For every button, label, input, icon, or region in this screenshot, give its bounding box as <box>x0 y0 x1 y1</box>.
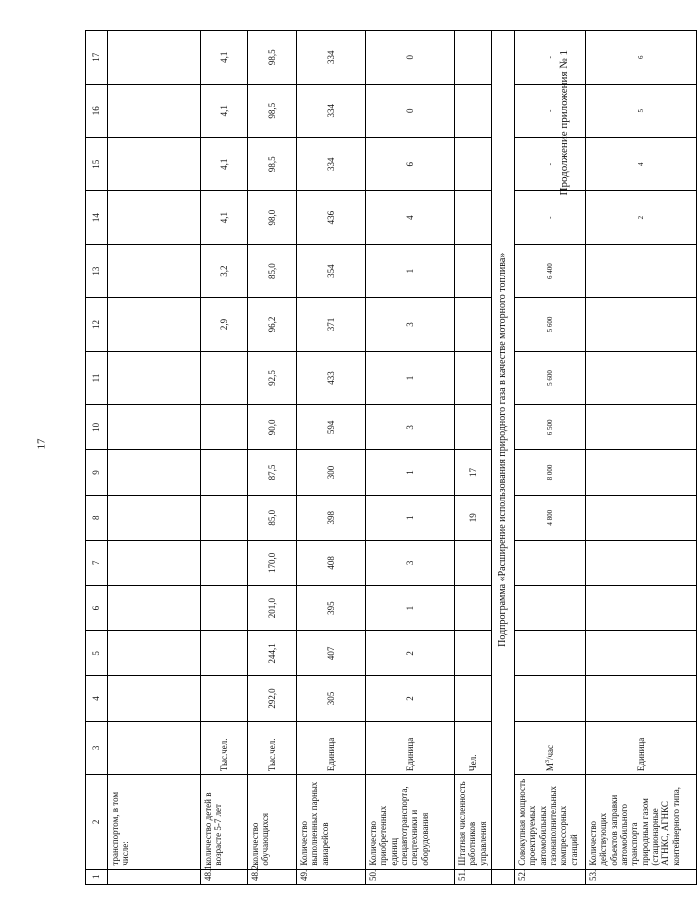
value-cell <box>108 405 201 450</box>
value-cell <box>586 351 697 404</box>
value-cell: 98,5 <box>248 31 297 85</box>
value-cell: 292,0 <box>248 676 297 721</box>
value-cell <box>455 631 492 676</box>
value-cell: 407 <box>297 631 366 676</box>
value-cell: 1 <box>366 495 455 540</box>
header-cell: 16 <box>86 84 108 137</box>
indicator-name: Количество приобретенных единиц спецавтотранспорта, спецтехники и оборудования <box>366 775 455 870</box>
value-cell <box>201 676 248 721</box>
value-cell <box>586 586 697 631</box>
value-cell: 3,2 <box>201 244 248 297</box>
value-cell: 2,9 <box>201 298 248 351</box>
value-cell <box>108 450 201 495</box>
subprogram-blank <box>492 869 515 884</box>
unit-cell <box>515 721 586 774</box>
value-cell: - <box>515 191 586 244</box>
subprogram-row <box>492 31 515 885</box>
header-cell: 6 <box>86 586 108 631</box>
table-row <box>108 31 201 885</box>
value-cell: 6 <box>586 31 697 85</box>
row-number: 50. <box>366 869 455 884</box>
value-cell: 3 <box>366 405 455 450</box>
value-cell: 96,2 <box>248 298 297 351</box>
header-cell: 11 <box>86 351 108 404</box>
indicator-name: количество обучающихся <box>248 775 297 870</box>
value-cell: - <box>515 31 586 85</box>
value-cell <box>455 138 492 191</box>
value-cell <box>108 540 201 585</box>
row-number <box>108 869 201 884</box>
value-cell: 85,0 <box>248 244 297 297</box>
header-cell: 14 <box>86 191 108 244</box>
value-cell: 371 <box>297 298 366 351</box>
header-cell: 9 <box>86 450 108 495</box>
value-cell: 4 <box>586 138 697 191</box>
rotated-table-wrapper <box>85 30 697 885</box>
table-row <box>586 31 697 885</box>
value-cell <box>455 351 492 404</box>
value-cell <box>515 676 586 721</box>
value-cell: 4 800 <box>515 495 586 540</box>
value-cell: 85,0 <box>248 495 297 540</box>
value-cell: 354 <box>297 244 366 297</box>
value-cell: 305 <box>297 676 366 721</box>
value-cell <box>515 631 586 676</box>
value-cell <box>586 495 697 540</box>
header-cell: 1 <box>86 869 108 884</box>
value-cell: 334 <box>297 31 366 85</box>
value-cell: 6 400 <box>515 244 586 297</box>
indicators-table <box>85 30 697 885</box>
row-number: 48.2. <box>248 869 297 884</box>
indicator-name: количество детей в возрасте 5-7 лет <box>201 775 248 870</box>
value-cell: 2 <box>586 191 697 244</box>
value-cell <box>586 676 697 721</box>
value-cell <box>201 631 248 676</box>
value-cell: 4,1 <box>201 138 248 191</box>
header-row <box>86 31 108 885</box>
value-cell: 436 <box>297 191 366 244</box>
unit-cell: Чел. <box>455 721 492 774</box>
value-cell <box>455 31 492 85</box>
header-cell: 7 <box>86 540 108 585</box>
unit-cell: Единица <box>366 721 455 774</box>
value-cell: 5 600 <box>515 298 586 351</box>
value-cell: 90,0 <box>248 405 297 450</box>
value-cell <box>455 244 492 297</box>
value-cell <box>515 586 586 631</box>
value-cell: 6 <box>366 138 455 191</box>
value-cell <box>455 84 492 137</box>
unit-superscript: 3 <box>544 760 551 764</box>
value-cell: 398 <box>297 495 366 540</box>
indicator-name: Количество действующих объектов заправки автомобильного транспорта природным газом (стационарные АГНКС, АГНКС контейнерного типа, <box>586 775 697 870</box>
unit-tail: /час <box>544 745 555 761</box>
value-cell <box>201 495 248 540</box>
value-cell <box>586 540 697 585</box>
unit-cell: Единица <box>586 721 697 774</box>
row-number: 48.1. <box>201 869 248 884</box>
value-cell <box>586 298 697 351</box>
table-row <box>297 31 366 885</box>
value-cell: - <box>515 138 586 191</box>
value-cell <box>201 351 248 404</box>
value-cell <box>108 586 201 631</box>
value-cell <box>108 244 201 297</box>
appendix-title-text: Продолжение приложения № 1 <box>558 50 570 196</box>
unit-base: М <box>544 763 555 772</box>
value-cell: 433 <box>297 351 366 404</box>
indicator-name: транспортом, в том числе: <box>108 775 201 870</box>
value-cell: 8 000 <box>515 450 586 495</box>
value-cell: 87,5 <box>248 450 297 495</box>
value-cell: 5 <box>586 84 697 137</box>
value-cell <box>515 540 586 585</box>
value-cell <box>455 298 492 351</box>
value-cell <box>108 495 201 540</box>
unit-cell: Единица <box>297 721 366 774</box>
value-cell <box>201 450 248 495</box>
table-row <box>248 31 297 885</box>
value-cell: 395 <box>297 586 366 631</box>
value-cell <box>108 191 201 244</box>
value-cell <box>586 450 697 495</box>
value-cell: 98,5 <box>248 138 297 191</box>
value-cell: 201,0 <box>248 586 297 631</box>
table-row <box>366 31 455 885</box>
row-number: 49. <box>297 869 366 884</box>
header-cell: 4 <box>86 676 108 721</box>
value-cell: 19 <box>455 495 492 540</box>
indicator-name: Количество выполненных парных авиарейсов <box>297 775 366 870</box>
value-cell: 1 <box>366 244 455 297</box>
value-cell: 4,1 <box>201 84 248 137</box>
value-cell <box>455 191 492 244</box>
unit-cell: Тыс.чел. <box>201 721 248 774</box>
value-cell: 98,5 <box>248 84 297 137</box>
header-cell: 17 <box>86 31 108 85</box>
value-cell: 2 <box>366 631 455 676</box>
value-cell <box>586 244 697 297</box>
value-cell <box>108 84 201 137</box>
value-cell <box>108 298 201 351</box>
unit-cell: Тыс.чел. <box>248 721 297 774</box>
header-cell: 10 <box>86 405 108 450</box>
subprogram-title: Подпрограмма «Расширение использования природного газа в качестве моторного топлива» <box>492 31 515 870</box>
header-cell: 2 <box>86 775 108 870</box>
value-cell: 0 <box>366 84 455 137</box>
header-cell: 5 <box>86 631 108 676</box>
value-cell: 17 <box>455 450 492 495</box>
value-cell: 3 <box>366 298 455 351</box>
header-cell: 8 <box>86 495 108 540</box>
value-cell: 3 <box>366 540 455 585</box>
indicator-name: Совокупная мощность проектируемых автомобильных газонаполнительных компрессорных станций <box>515 775 586 870</box>
value-cell: 4,1 <box>201 31 248 85</box>
value-cell: 244,1 <box>248 631 297 676</box>
header-cell: 15 <box>86 138 108 191</box>
value-cell: 5 600 <box>515 351 586 404</box>
row-number: 51. <box>455 869 492 884</box>
value-cell <box>108 631 201 676</box>
header-cell: 13 <box>86 244 108 297</box>
value-cell: 0 <box>366 31 455 85</box>
value-cell <box>108 138 201 191</box>
value-cell: 2 <box>366 676 455 721</box>
value-cell: 4 <box>366 191 455 244</box>
value-cell: 334 <box>297 84 366 137</box>
value-cell: 1 <box>366 586 455 631</box>
value-cell <box>586 631 697 676</box>
header-cell: 3 <box>86 721 108 774</box>
value-cell: - <box>515 84 586 137</box>
value-cell <box>201 540 248 585</box>
unit-cell <box>108 721 201 774</box>
value-cell: 98,0 <box>248 191 297 244</box>
value-cell <box>108 676 201 721</box>
value-cell: 408 <box>297 540 366 585</box>
table-row <box>201 31 248 885</box>
page-number: 17 <box>35 438 48 450</box>
value-cell: 1 <box>366 351 455 404</box>
value-cell: 170,0 <box>248 540 297 585</box>
value-cell <box>201 586 248 631</box>
value-cell <box>455 586 492 631</box>
value-cell: 4,1 <box>201 191 248 244</box>
row-number: 53. <box>586 869 697 884</box>
value-cell <box>455 405 492 450</box>
value-cell: 594 <box>297 405 366 450</box>
value-cell <box>201 405 248 450</box>
value-cell: 334 <box>297 138 366 191</box>
value-cell <box>108 31 201 85</box>
value-cell <box>586 405 697 450</box>
table-row <box>455 31 492 885</box>
value-cell <box>108 351 201 404</box>
value-cell: 1 <box>366 450 455 495</box>
row-number: 52. <box>515 869 586 884</box>
value-cell: 92,5 <box>248 351 297 404</box>
header-cell: 12 <box>86 298 108 351</box>
value-cell: 300 <box>297 450 366 495</box>
table-row <box>515 31 586 885</box>
indicator-name: Штатная численность работников управления <box>455 775 492 870</box>
value-cell <box>455 676 492 721</box>
value-cell <box>455 540 492 585</box>
value-cell: 6 500 <box>515 405 586 450</box>
